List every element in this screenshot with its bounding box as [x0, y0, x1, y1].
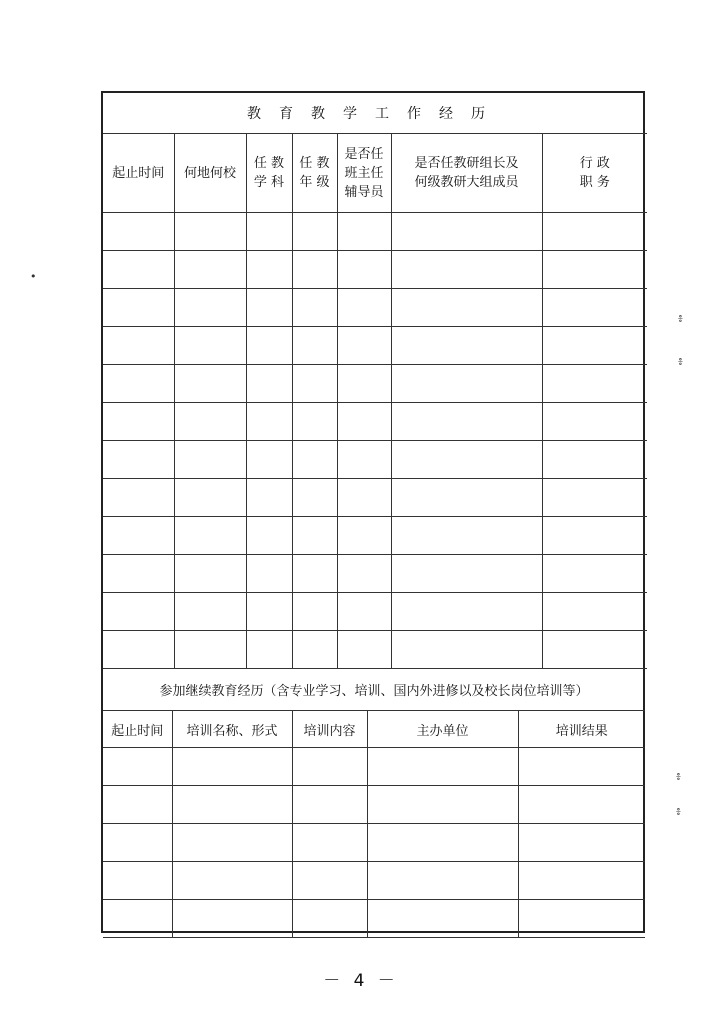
continuing-education-cell[interactable]	[172, 786, 292, 824]
teaching-experience-row	[103, 441, 647, 479]
header-organizer: 主办单位	[367, 711, 518, 748]
teaching-experience-cell[interactable]	[292, 441, 337, 479]
continuing-education-cell[interactable]	[103, 748, 172, 786]
teaching-experience-table	[103, 93, 647, 669]
continuing-education-cell[interactable]	[367, 824, 518, 862]
teaching-experience-cell[interactable]	[337, 327, 391, 365]
continuing-education-cell[interactable]	[292, 824, 367, 862]
teaching-experience-cell[interactable]	[292, 479, 337, 517]
teaching-experience-cell[interactable]	[292, 631, 337, 669]
teaching-experience-row	[103, 327, 647, 365]
scan-speck: ៖	[676, 770, 681, 783]
continuing-education-row	[103, 786, 645, 824]
continuing-education-cell[interactable]	[103, 900, 172, 938]
teaching-experience-cell[interactable]	[292, 327, 337, 365]
header-subject	[246, 134, 292, 213]
continuing-education-cell[interactable]	[292, 748, 367, 786]
teaching-experience-cell[interactable]	[103, 593, 174, 631]
page-number: － 4 －	[323, 971, 399, 991]
teaching-experience-cell[interactable]	[103, 517, 174, 555]
teaching-experience-row	[103, 289, 647, 327]
continuing-education-cell[interactable]	[103, 824, 172, 862]
teaching-experience-row	[103, 213, 647, 251]
teaching-experience-cell[interactable]	[246, 631, 292, 669]
teaching-experience-cell[interactable]	[246, 213, 292, 251]
teaching-experience-cell[interactable]	[292, 517, 337, 555]
scan-speck: •	[30, 270, 37, 283]
teaching-experience-cell[interactable]	[391, 213, 542, 251]
teaching-experience-cell[interactable]	[337, 251, 391, 289]
teaching-experience-cell[interactable]	[542, 213, 647, 251]
teaching-experience-cell[interactable]	[103, 479, 174, 517]
header-school-text: 何地何校	[183, 165, 236, 181]
teaching-experience-row	[103, 517, 647, 555]
teaching-experience-cell[interactable]	[337, 289, 391, 327]
teaching-experience-cell[interactable]	[391, 593, 542, 631]
scan-speck: ៖	[678, 312, 683, 325]
teaching-experience-cell[interactable]	[337, 593, 391, 631]
teaching-experience-cell[interactable]	[292, 365, 337, 403]
teaching-experience-cell[interactable]	[292, 289, 337, 327]
teaching-experience-cell[interactable]	[391, 365, 542, 403]
teaching-experience-cell[interactable]	[292, 555, 337, 593]
continuing-education-cell[interactable]	[367, 862, 518, 900]
continuing-education-cell[interactable]	[518, 900, 645, 938]
teaching-experience-cell[interactable]	[337, 365, 391, 403]
teaching-experience-cell[interactable]	[103, 251, 174, 289]
teaching-experience-cell[interactable]	[174, 403, 246, 441]
teaching-experience-cell[interactable]	[246, 327, 292, 365]
teaching-experience-cell[interactable]	[391, 479, 542, 517]
document-frame	[101, 91, 645, 933]
header-training-name: 培训名称、形式	[172, 711, 292, 748]
continuing-education-title: 参加继续教育经历（含专业学习、培训、国内外进修以及校长岗位培训等）	[103, 669, 645, 711]
teaching-experience-cell[interactable]	[337, 403, 391, 441]
continuing-education-cell[interactable]	[292, 786, 367, 824]
teaching-experience-cell[interactable]	[391, 441, 542, 479]
scan-speck: ៖	[678, 355, 683, 368]
header-grade	[292, 134, 337, 213]
continuing-education-cell[interactable]	[292, 900, 367, 938]
header-training-period: 起止时间	[103, 711, 172, 748]
header-admin-position-text: 行 政 职 务	[579, 156, 610, 190]
header-subject-text: 任 教 学 科	[253, 156, 285, 190]
teaching-experience-cell[interactable]	[246, 403, 292, 441]
teaching-experience-cell[interactable]	[391, 289, 542, 327]
teaching-experience-row	[103, 365, 647, 403]
teaching-experience-cell[interactable]	[246, 479, 292, 517]
teaching-experience-cell[interactable]	[542, 441, 647, 479]
teaching-experience-cell[interactable]	[174, 213, 246, 251]
teaching-experience-cell[interactable]	[542, 517, 647, 555]
teaching-experience-cell[interactable]	[292, 403, 337, 441]
teaching-experience-cell[interactable]	[103, 631, 174, 669]
teaching-experience-cell[interactable]	[391, 555, 542, 593]
continuing-education-cell[interactable]	[518, 786, 645, 824]
teaching-experience-cell[interactable]	[542, 289, 647, 327]
teaching-experience-cell[interactable]	[391, 251, 542, 289]
header-admin-position	[542, 134, 647, 213]
teaching-experience-cell[interactable]	[542, 365, 647, 403]
teaching-experience-cell[interactable]	[542, 593, 647, 631]
teaching-experience-cell[interactable]	[292, 251, 337, 289]
teaching-experience-cell[interactable]	[337, 479, 391, 517]
teaching-experience-cell[interactable]	[246, 517, 292, 555]
teaching-experience-cell[interactable]	[246, 289, 292, 327]
teaching-experience-cell[interactable]	[246, 555, 292, 593]
teaching-experience-cell[interactable]	[174, 517, 246, 555]
teaching-experience-row	[103, 479, 647, 517]
header-period	[103, 134, 174, 213]
continuing-education-cell[interactable]	[367, 786, 518, 824]
continuing-education-cell[interactable]	[103, 862, 172, 900]
continuing-education-row	[103, 824, 645, 862]
teaching-experience-cell[interactable]	[174, 593, 246, 631]
teaching-experience-cell[interactable]	[337, 517, 391, 555]
teaching-experience-cell[interactable]	[174, 251, 246, 289]
teaching-experience-cell[interactable]	[103, 365, 174, 403]
teaching-experience-cell[interactable]	[292, 213, 337, 251]
teaching-experience-title: 教育教学工作经历	[103, 93, 647, 134]
teaching-experience-cell[interactable]	[246, 441, 292, 479]
teaching-experience-row	[103, 403, 647, 441]
continuing-education-cell[interactable]	[518, 748, 645, 786]
teaching-experience-cell[interactable]	[337, 213, 391, 251]
teaching-experience-cell[interactable]	[174, 479, 246, 517]
continuing-education-cell[interactable]	[292, 862, 367, 900]
teaching-experience-cell[interactable]	[391, 403, 542, 441]
teaching-experience-cell[interactable]	[174, 365, 246, 403]
teaching-experience-cell[interactable]	[391, 327, 542, 365]
teaching-experience-row	[103, 593, 647, 631]
teaching-experience-row	[103, 251, 647, 289]
header-head-teacher-text: 是否任 班主任 辅导员	[344, 146, 384, 200]
continuing-education-row	[103, 862, 645, 900]
continuing-education-cell[interactable]	[172, 748, 292, 786]
teaching-experience-cell[interactable]	[542, 251, 647, 289]
teaching-experience-cell[interactable]	[542, 479, 647, 517]
teaching-experience-cell[interactable]	[174, 555, 246, 593]
teaching-experience-row	[103, 555, 647, 593]
teaching-experience-cell[interactable]	[103, 441, 174, 479]
continuing-education-cell[interactable]	[518, 824, 645, 862]
teaching-experience-cell[interactable]	[542, 555, 647, 593]
header-research-group-text: 是否任教研组长及 何级教研大组成员	[414, 156, 519, 190]
continuing-education-cell[interactable]	[367, 748, 518, 786]
teaching-experience-cell[interactable]	[337, 555, 391, 593]
continuing-education-cell[interactable]	[172, 900, 292, 938]
teaching-experience-cell[interactable]	[542, 403, 647, 441]
teaching-experience-cell[interactable]	[246, 593, 292, 631]
header-period-text: 起止时间	[112, 165, 165, 181]
teaching-experience-cell[interactable]	[174, 327, 246, 365]
continuing-education-cell[interactable]	[172, 862, 292, 900]
header-head-teacher	[337, 134, 391, 213]
teaching-experience-cell[interactable]	[292, 593, 337, 631]
teaching-experience-cell[interactable]	[103, 213, 174, 251]
teaching-experience-cell[interactable]	[542, 327, 647, 365]
header-training-content: 培训内容	[292, 711, 367, 748]
teaching-experience-cell[interactable]	[391, 631, 542, 669]
scan-speck: ៖	[676, 805, 681, 818]
teaching-experience-cell[interactable]	[103, 555, 174, 593]
teaching-experience-cell[interactable]	[174, 631, 246, 669]
continuing-education-row	[103, 900, 645, 938]
teaching-experience-cell[interactable]	[246, 365, 292, 403]
continuing-education-cell[interactable]	[367, 900, 518, 938]
continuing-education-cell[interactable]	[172, 824, 292, 862]
teaching-experience-cell[interactable]	[103, 327, 174, 365]
teaching-experience-cell[interactable]	[337, 441, 391, 479]
header-grade-text: 任 教 年 级	[299, 156, 330, 190]
continuing-education-row	[103, 748, 645, 786]
teaching-experience-cell[interactable]	[246, 251, 292, 289]
teaching-experience-cell[interactable]	[337, 631, 391, 669]
teaching-experience-row	[103, 631, 647, 669]
teaching-experience-cell[interactable]	[103, 403, 174, 441]
teaching-experience-cell[interactable]	[391, 517, 542, 555]
header-school	[174, 134, 246, 213]
teaching-experience-cell[interactable]	[174, 441, 246, 479]
continuing-education-cell[interactable]	[103, 786, 172, 824]
teaching-experience-cell[interactable]	[103, 289, 174, 327]
header-research-group	[391, 134, 542, 213]
continuing-education-table	[103, 668, 645, 938]
teaching-experience-cell[interactable]	[174, 289, 246, 327]
continuing-education-cell[interactable]	[518, 862, 645, 900]
header-training-result: 培训结果	[518, 711, 645, 748]
teaching-experience-cell[interactable]	[542, 631, 647, 669]
